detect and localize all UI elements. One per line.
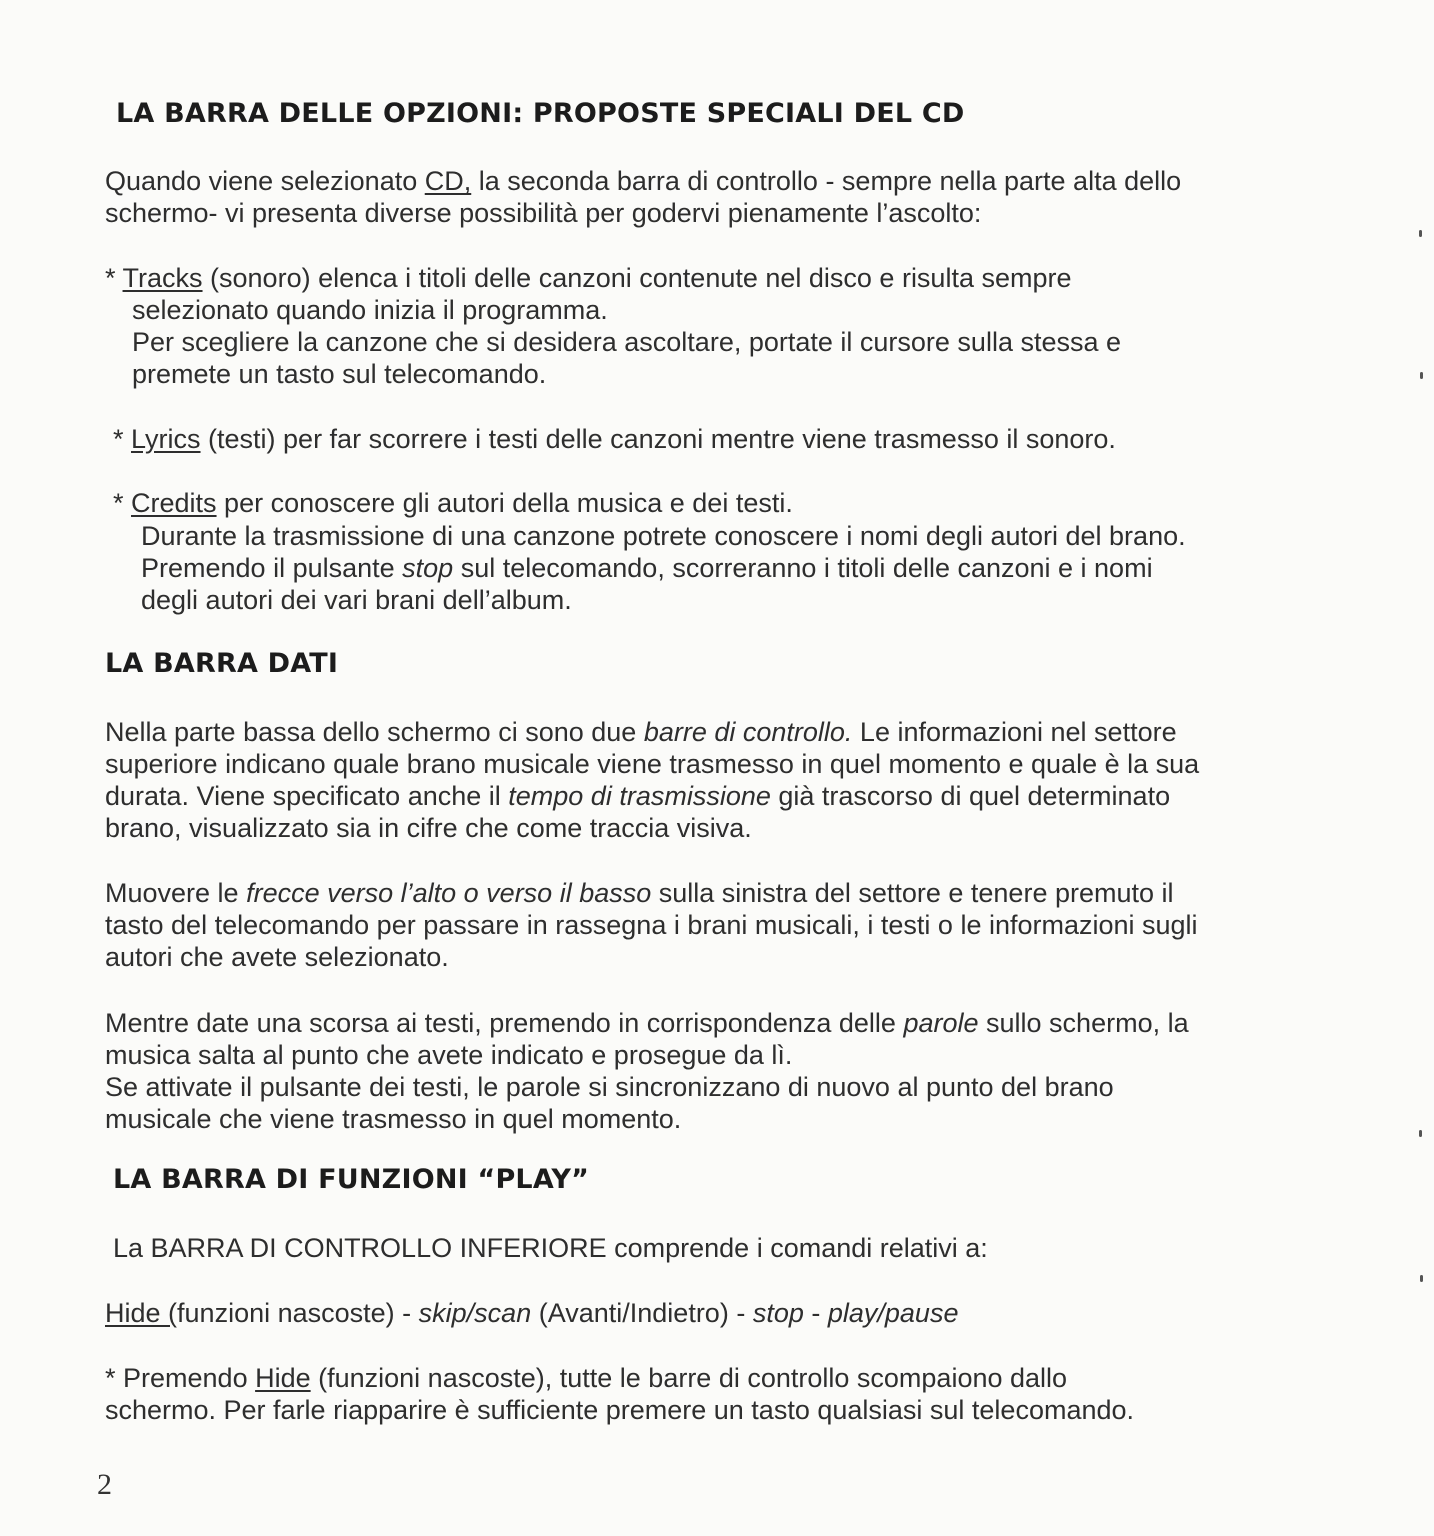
text-span: già trascorso di quel determinato (770, 781, 1171, 811)
bullet-asterisk: * (113, 488, 132, 518)
text-span: * Premendo (105, 1363, 256, 1393)
tracks-item-line-2: selezionato quando inizia il programma. (132, 295, 608, 325)
credits-item-line-2: Durante la trasmissione di una canzone potrete conoscere i nomi degli autori del brano. (141, 521, 1186, 551)
credits-term: Credits (131, 488, 217, 518)
text-span: funzioni nascoste) - (177, 1298, 419, 1328)
text-span: (funzioni nascoste), tutte le barre di controllo scompaiono dallo (310, 1363, 1068, 1393)
data-p1-line-3 (105, 780, 1170, 812)
bullet-asterisk: * (113, 424, 132, 454)
tracks-item-line-1 (105, 262, 1072, 294)
stop-term: stop (402, 553, 454, 583)
text-span: sulla sinistra del settore e tenere premuto il (651, 878, 1174, 908)
data-p2-line-1 (105, 877, 1174, 909)
hide-note-line-1 (105, 1362, 1067, 1394)
data-p3-line-3: Se attivate il pulsante dei testi, le parole si sincronizzano di nuovo al punto del brano (105, 1072, 1114, 1102)
skip-scan-term: skip/scan (418, 1298, 532, 1328)
scan-speck (1420, 1275, 1423, 1282)
text-span: sullo schermo, la (978, 1008, 1189, 1038)
text-span: Le informazioni nel settore (852, 717, 1177, 747)
emphasis: tempo di trasmissione (508, 781, 771, 811)
intro-line-1 (105, 165, 1181, 197)
lyrics-term: Lyrics (131, 424, 201, 454)
text-span: Quando viene selezionato (105, 166, 425, 196)
text-span: per conoscere gli autori della musica e dei testi. (216, 488, 793, 518)
page-number: 2 (97, 1468, 112, 1501)
play-pause-term: play/pause (827, 1298, 959, 1328)
data-p1-line-1 (105, 716, 1177, 748)
cd-term: CD, (424, 166, 472, 196)
scan-speck (1420, 372, 1423, 379)
credits-item-line-3 (141, 552, 1153, 584)
data-p1-line-4: brano, visualizzato sia in cifre che come traccia visiva. (105, 813, 752, 843)
section-heading-play-bar: LA BARRA DI FUNZIONI “PLAY” (113, 1164, 590, 1195)
credits-item-line-4: degli autori dei vari brani dell’album. (141, 585, 572, 615)
play-intro: La BARRA DI CONTROLLO INFERIORE comprende i comandi relativi a: (113, 1233, 988, 1263)
data-p1-line-2: superiore indicano quale brano musicale viene trasmesso in quel momento e quale è la sua (105, 749, 1200, 779)
hide-term: Hide ( (105, 1298, 178, 1328)
text-span: Premendo il pulsante (141, 553, 403, 583)
section-heading-data-bar: LA BARRA DATI (105, 648, 339, 679)
text-span: - (803, 1298, 828, 1328)
text-span: Mentre date una scorsa ai testi, premendo in corrispondenza delle (105, 1008, 904, 1038)
emphasis: frecce verso l’alto o verso il basso (246, 878, 652, 908)
function-list (105, 1297, 958, 1329)
credits-item-line-1 (113, 487, 793, 519)
bullet-asterisk: * (105, 263, 123, 293)
data-p3-line-2: musica salta al punto che avete indicato e prosegue da lì. (105, 1040, 793, 1070)
intro-line-2: schermo- vi presenta diverse possibilità per godervi pienamente l’ascolto: (105, 198, 982, 228)
emphasis: barre di controllo. (643, 717, 853, 747)
data-p3-line-4: musicale che viene trasmesso in quel momento. (105, 1104, 682, 1134)
text-span: sul telecomando, scorreranno i titoli delle canzoni e i nomi (453, 553, 1153, 583)
hide-note-line-2: schermo. Per farle riapparire è sufficiente premere un tasto qualsiasi sul telecomando. (105, 1395, 1135, 1425)
tracks-item-line-3: Per scegliere la canzone che si desidera ascoltare, portate il cursore sulla stessa e (132, 327, 1122, 357)
text-span: (Avanti/Indietro) - (531, 1298, 753, 1328)
text-span: Muovere le (105, 878, 247, 908)
text-span: la seconda barra di controllo - sempre nella parte alta dello (471, 166, 1182, 196)
section-heading-options-bar: LA BARRA DELLE OPZIONI: PROPOSTE SPECIALI DEL CD (116, 98, 965, 129)
text-span: Nella parte bassa dello schermo ci sono due (105, 717, 644, 747)
data-p2-line-3: autori che avete selezionato. (105, 942, 449, 972)
emphasis: parole (903, 1008, 979, 1038)
lyrics-item-line-1 (113, 423, 1116, 455)
scan-speck (1419, 1130, 1422, 1137)
data-p2-line-2: tasto del telecomando per passare in rassegna i brani musicali, i testi o le informazioni sugli (105, 910, 1198, 940)
text-span: (sonoro) elenca i titoli delle canzoni contenute nel disco e risulta sempre (202, 263, 1072, 293)
text-span: (testi) per far scorrere i testi delle canzoni mentre viene trasmesso il sonoro. (200, 424, 1116, 454)
text-span: durata. Viene specificato anche il (105, 781, 509, 811)
hide-term: Hide (255, 1363, 311, 1393)
data-p3-line-1 (105, 1007, 1189, 1039)
stop-term: stop (752, 1298, 804, 1328)
tracks-item-line-4: premete un tasto sul telecomando. (132, 359, 547, 389)
tracks-term: Tracks (122, 263, 203, 293)
scan-speck (1419, 230, 1422, 237)
